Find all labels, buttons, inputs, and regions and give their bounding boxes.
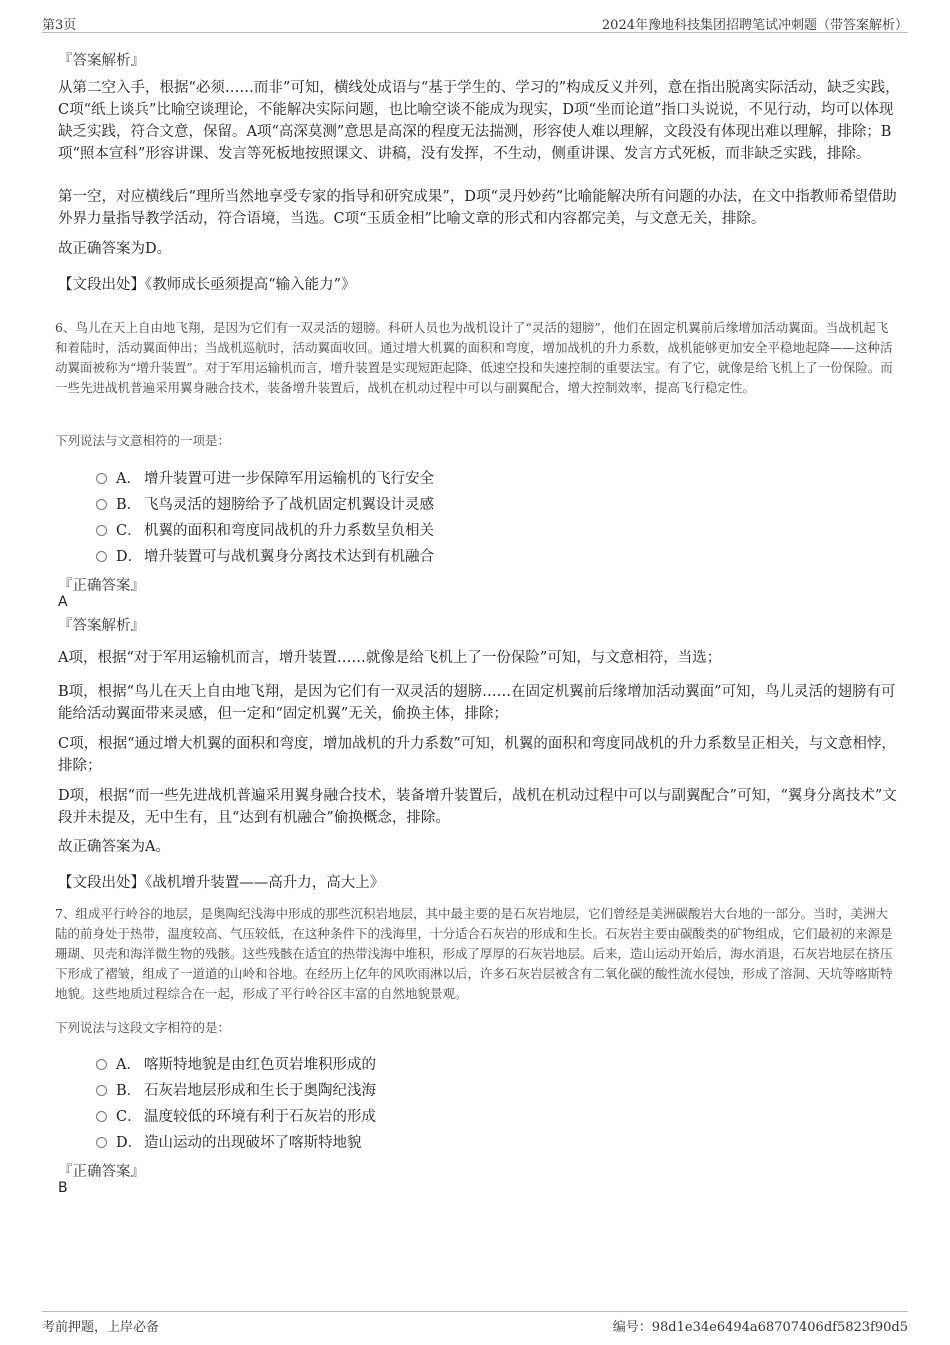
option-text: 造山运动的出现破坏了喀斯特地貌	[144, 1135, 362, 1151]
option-text: 飞鸟灵活的翅膀给予了战机固定机翼设计灵感	[144, 497, 434, 513]
option-letter: D．	[116, 549, 143, 565]
q7-answer-label: 『正确答案』	[58, 1164, 145, 1180]
q6-analysis-a: A项，根据“对于军用运输机而言，增升装置……就像是给飞机上了一份保险”可知，与文意相符，当选；	[58, 650, 722, 666]
radio-icon[interactable]	[96, 525, 107, 536]
option-letter: C．	[116, 523, 142, 539]
option-letter: B．	[116, 497, 142, 513]
footer-code-label: 编号：	[612, 1320, 652, 1335]
q5-analysis-paragraph-2: 第一空，对应横线后“理所当然地享受专家的指导和研究成果”，D项“灵丹妙药”比喻能解决所有问题的办法，在文中指教师希望借助外界力量指导教学活动，符合语境，当选。C项“玉质金相”比喻文章的形式和内容都完美，与文意无关，排除。	[58, 189, 897, 227]
footer-slogan: 考前押题，上岸必备	[42, 1320, 160, 1335]
option-letter: A．	[116, 471, 141, 487]
option-text: 机翼的面积和弯度同战机的升力系数呈负相关	[144, 523, 434, 539]
q7-prompt: 下列说法与这段文字相符的是：	[55, 1020, 231, 1035]
q6-stem: 6、鸟儿在天上自由地飞翔，是因为它们有一双灵活的翅膀。科研人员也为战机设计了“灵活的翅膀”，他们在固定机翼前后缘增加活动翼面。当战机起飞和着陆时，活动翼面伸出；当战机巡航时，活动翼面收回。通过增大机翼的面积和弯度，增加战机的升力系数，战机能够更加安全平稳地起降——这种活动翼面被称为“增升装置”。对于军用运输机而言，增升装置是实现短距起降、低速空投和失速控制的重要法宝。有了它，就像是给飞机上了一份保险。而一些先进战机普遍采用翼身融合技术，装备增升装置后，战机在机动过程中可以与副翼配合，增大控制效率，提高飞行稳定性。	[55, 320, 893, 395]
q6-analysis-c: C项，根据“通过增大机翼的面积和弯度，增加战机的升力系数”可知，机翼的面积和弯度同战机的升力系数呈正相关，与文意相悖，排除；	[58, 736, 896, 774]
q5-conclusion: 故正确答案为D。	[58, 241, 172, 257]
radio-icon[interactable]	[96, 1137, 107, 1148]
radio-icon[interactable]	[96, 1111, 107, 1122]
radio-icon[interactable]	[96, 499, 107, 510]
q6-conclusion: 故正确答案为A。	[58, 839, 170, 855]
radio-icon[interactable]	[96, 473, 107, 484]
footer-code-value: 98d1e34e6494a68707406df5823f90d5	[651, 1320, 908, 1335]
q6-prompt: 下列说法与文意相符的一项是：	[55, 433, 231, 448]
q6-analysis-b: B项，根据“鸟儿在天上自由地飞翔，是因为它们有一双灵活的翅膀……在固定机翼前后缘增加活动翼面”可知，鸟儿灵活的翅膀有可能给活动翼面带来灵感，但一定和“固定机翼”无关，偷换主体，排除；	[58, 684, 896, 722]
page-number: 第3页	[42, 18, 77, 33]
option-text: 石灰岩地层形成和生长于奥陶纪浅海	[144, 1083, 376, 1099]
radio-icon[interactable]	[96, 551, 107, 562]
page-header	[42, 14, 908, 33]
option-letter: D．	[116, 1135, 143, 1151]
q6-analysis-d: D项，根据“而一些先进战机普遍采用翼身融合技术，装备增升装置后，战机在机动过程中可以与副翼配合”可知，“翼身分离技术”文段并未提及，无中生有，且“达到有机融合”偷换概念，排除。	[58, 788, 897, 826]
option-text: 增升装置可进一步保障军用运输机的飞行安全	[144, 471, 434, 487]
q5-analysis-label: 『答案解析』	[58, 53, 145, 69]
q7-stem: 7、组成平行岭谷的地层，是奥陶纪浅海中形成的那些沉积岩地层，其中最主要的是石灰岩地层，它们曾经是美洲碳酸岩大台地的一部分。当时，美洲大陆的前身处于热带，温度较高、气压较低，在这种条件下的浅海里，十分适合石灰岩的形成和生长。石灰岩主要由碳酸类的矿物组成，它们最初的来源是珊瑚、贝壳和海洋微生物的残骸。这些残骸在适宜的热带浅海中堆积，形成了厚厚的石灰岩地层。后来，造山运动开始后，海水消退，石灰岩地层在挤压下形成了褶皱，组成了一道道的山岭和谷地。在经历上亿年的风吹雨淋以后，许多石灰岩层被含有二氧化碳的酸性流水侵蚀，形成了溶洞、天坑等喀斯特地貌。这些地质过程综合在一起，形成了平行岭谷区丰富的自然地貌景观。	[55, 906, 893, 1001]
document-title: 2024年豫地科技集团招聘笔试冲刺题（带答案解析）	[601, 18, 908, 33]
option-letter: B．	[116, 1083, 142, 1099]
q6-answer: A	[58, 594, 68, 610]
q5-source: 【文段出处】《教师成长亟须提高“输入能力”》	[58, 277, 356, 293]
option-text: 增升装置可与战机翼身分离技术达到有机融合	[144, 549, 434, 565]
page-footer	[42, 1311, 908, 1334]
option-text: 温度较低的环境有利于石灰岩的形成	[144, 1109, 376, 1125]
radio-icon[interactable]	[96, 1059, 107, 1070]
q6-answer-label: 『正确答案』	[58, 578, 145, 594]
option-letter: C．	[116, 1109, 142, 1125]
option-letter: A．	[116, 1057, 141, 1073]
q7-answer: B	[58, 1180, 68, 1196]
footer-code	[613, 1316, 908, 1335]
option-text: 喀斯特地貌是由红色页岩堆积形成的	[144, 1057, 376, 1073]
q5-analysis-paragraph-1: 从第二空入手，根据“必须……而非”可知，横线处成语与“基于学生的、学习的”构成反义并列，意在指出脱离实际活动，缺乏实践，C项“纸上谈兵”比喻空谈理论，不能解决实际问题，也比喻空谈不能成为现实，D项“坐而论道”指口头说说，不见行动，均可以体现缺乏实践，符合文意，保留。A项“高深莫测”意思是高深的程度无法揣测，形容使人难以理解，文段没有体现出难以理解，排除；B项“照本宣科”形容讲课、发言等死板地按照课文、讲稿，没有发挥，不生动，侧重讲课、发言方式死板，而非缺乏实践，排除。	[58, 80, 900, 162]
radio-icon[interactable]	[96, 1085, 107, 1096]
q6-source: 【文段出处】《战机增升装置——高升力，高大上》	[58, 875, 385, 891]
q6-analysis-label: 『答案解析』	[58, 618, 145, 634]
